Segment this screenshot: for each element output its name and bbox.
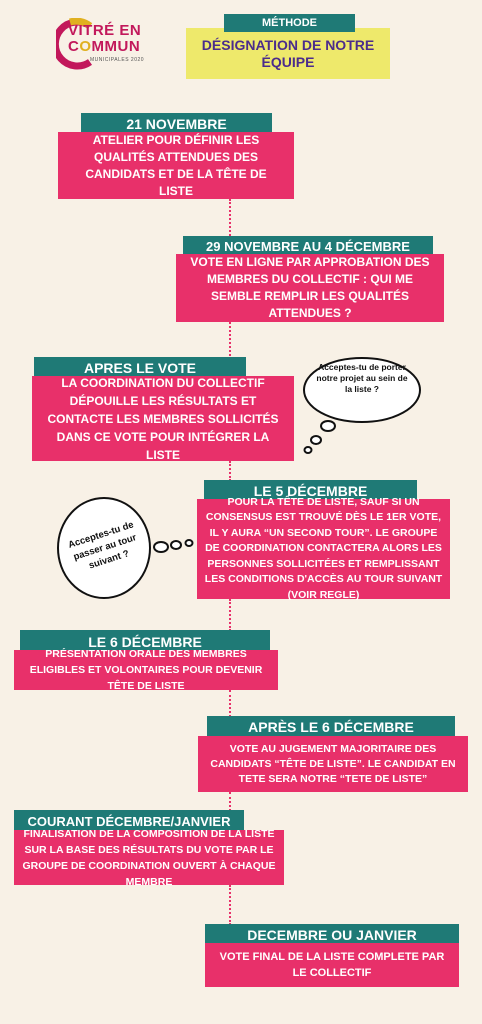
method-badge: MÉTHODE <box>224 14 355 32</box>
cloud-text: Acceptes-tu de passer au tour suivant ? <box>66 519 138 572</box>
step-description: FINALISATION DE LA COMPOSITION DE LA LISTE SUR LA BASE DES RÉSULTATS DU VOTE PAR LE GROUPE DE COORDINATION OUVERT À CHAQUE MEMBRE <box>14 830 284 885</box>
connector <box>229 690 231 717</box>
step-date: LE 6 DÉCEMBRE <box>20 630 270 653</box>
step-description: VOTE AU JUGEMENT MAJORITAIRE DES CANDIDATS “TÊTE DE LISTE”. LE CANDIDAT EN TETE SERA NOTRE “TETE DE LISTE” <box>198 736 468 792</box>
step-date: COURANT DÉCEMBRE/JANVIER <box>14 810 244 832</box>
step-description: VOTE EN LIGNE PAR APPROBATION DES MEMBRES DU COLLECTIF : QUI ME SEMBLE REMPLIR LES QUALITÉS ATTENDUES ? <box>176 254 444 322</box>
logo-line1: VITRÉ EN <box>68 22 142 39</box>
step-date: LE 5 DÉCEMBRE <box>204 480 417 501</box>
connector <box>229 599 231 631</box>
step-date: APRÈS LE 6 DÉCEMBRE <box>207 716 455 738</box>
step-description: PRÉSENTATION ORALE DES MEMBRES ELIGIBLES ET VOLONTAIRES POUR DEVENIR TÊTE DE LISTE <box>14 650 278 690</box>
connector <box>229 199 231 239</box>
logo <box>56 18 156 70</box>
page-title: DÉSIGNATION DE NOTRE ÉQUIPE <box>186 28 390 79</box>
step-description: POUR LA TÊTE DE LISTE, SAUF SI UN CONSENSUS EST TROUVÉ DÈS LE 1ER VOTE, IL Y AURA “UN SECOND TOUR”. LE GROUPE DE COORDINATION CONTACTERA ALORS LES PERSONNES SOLLICITÉES ET REMPLISSANT LES CONDITIONS D'ACCÈS AU TOUR SUIVANT (VOIR REGLE) <box>197 499 450 599</box>
step-date: DECEMBRE OU JANVIER <box>205 924 459 946</box>
connector <box>229 322 231 360</box>
step-date: 21 NOVEMBRE <box>81 113 272 134</box>
logo-line2: COMMUN <box>68 38 141 55</box>
step-date: 29 NOVEMBRE AU 4 DÉCEMBRE <box>183 236 433 257</box>
connector <box>229 461 231 481</box>
connector <box>229 792 231 811</box>
step-description: ATELIER POUR DÉFINIR LES QUALITÉS ATTENDUES DES CANDIDATS ET DE LA TÊTE DE LISTE <box>58 132 294 199</box>
connector <box>229 885 231 925</box>
cloud-text: Acceptes-tu de porter notre projet au sein de la liste ? <box>316 362 408 394</box>
logo-subtitle: MUNICIPALES 2020 <box>90 57 145 63</box>
step-date: APRES LE VOTE <box>34 357 246 379</box>
step-description: VOTE FINAL DE LA LISTE COMPLETE PAR LE COLLECTIF <box>205 943 459 987</box>
step-description: LA COORDINATION DU COLLECTIF DÉPOUILLE LES RÉSULTATS ET CONTACTE LES MEMBRES SOLLICITÉS DANS CE VOTE POUR INTÉGRER LA LISTE <box>32 376 294 461</box>
